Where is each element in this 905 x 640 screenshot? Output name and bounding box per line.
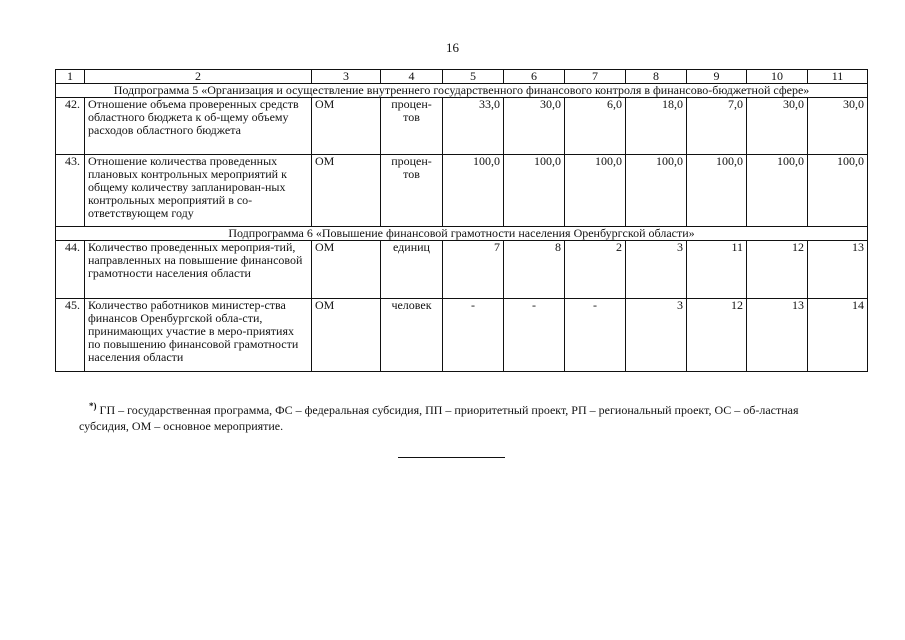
indicator-type: ОМ bbox=[312, 299, 381, 372]
value-cell: - bbox=[565, 299, 626, 372]
indicator-unit: процен-тов bbox=[381, 98, 443, 155]
value-cell: 6,0 bbox=[565, 98, 626, 155]
value-cell: 18,0 bbox=[626, 98, 687, 155]
value-cell: 13 bbox=[747, 299, 808, 372]
header-cell: 10 bbox=[747, 70, 808, 84]
footnote bbox=[79, 402, 849, 434]
value-cell: - bbox=[504, 299, 565, 372]
indicator-name: Отношение объема проверенных средств областного бюджета к об-щему объему расходов областного бюджета bbox=[85, 98, 312, 155]
table-row bbox=[56, 299, 868, 372]
value-cell: 100,0 bbox=[565, 155, 626, 227]
header-cell: 7 bbox=[565, 70, 626, 84]
indicator-unit: процен-тов bbox=[381, 155, 443, 227]
header-cell: 6 bbox=[504, 70, 565, 84]
header-cell: 8 bbox=[626, 70, 687, 84]
value-cell: 2 bbox=[565, 241, 626, 299]
value-cell: 30,0 bbox=[504, 98, 565, 155]
value-cell: 7,0 bbox=[687, 98, 747, 155]
indicator-type: ОМ bbox=[312, 98, 381, 155]
value-cell: 14 bbox=[808, 299, 868, 372]
value-cell: 7 bbox=[443, 241, 504, 299]
footnote-text: ГП – государственная программа, ФС – федеральная субсидия, ПП – приоритетный проект, РП – региональный проект, ОС – об-ластная субсидия, ОМ – основное мероприятие. bbox=[79, 403, 799, 433]
value-cell: 30,0 bbox=[747, 98, 808, 155]
indicator-name: Отношение количества проведенных плановых контрольных мероприятий к общему количеству запланирован-ных контрольных мероприятий в со-ответствующем году bbox=[85, 155, 312, 227]
row-number: 44. bbox=[56, 241, 85, 299]
header-cell: 2 bbox=[85, 70, 312, 84]
value-cell: 12 bbox=[747, 241, 808, 299]
header-cell: 1 bbox=[56, 70, 85, 84]
section-title-row bbox=[56, 227, 868, 241]
value-cell: 30,0 bbox=[808, 98, 868, 155]
value-cell: 100,0 bbox=[808, 155, 868, 227]
value-cell: 100,0 bbox=[626, 155, 687, 227]
row-number: 43. bbox=[56, 155, 85, 227]
page-number: 16 bbox=[446, 40, 459, 55]
indicator-name: Количество работников министер-ства финансов Оренбургской обла-сти, принимающих участие в меро-приятиях по повышению финансовой грамотности населения области bbox=[85, 299, 312, 372]
value-cell: 100,0 bbox=[443, 155, 504, 227]
table-row bbox=[56, 155, 868, 227]
value-cell: 100,0 bbox=[747, 155, 808, 227]
table-row bbox=[56, 241, 868, 299]
section-title: Подпрограмма 5 «Организация и осуществление внутреннего государственного финансового контроля в финансово-бюджетной сфере» bbox=[56, 84, 868, 98]
value-cell: 8 bbox=[504, 241, 565, 299]
header-cell: 5 bbox=[443, 70, 504, 84]
value-cell: 100,0 bbox=[504, 155, 565, 227]
header-cell: 4 bbox=[381, 70, 443, 84]
indicator-unit: единиц bbox=[381, 241, 443, 299]
end-divider bbox=[398, 457, 505, 458]
value-cell: 33,0 bbox=[443, 98, 504, 155]
header-cell: 3 bbox=[312, 70, 381, 84]
header-row bbox=[56, 70, 868, 84]
row-number: 45. bbox=[56, 299, 85, 372]
header-cell: 11 bbox=[808, 70, 868, 84]
header-cell: 9 bbox=[687, 70, 747, 84]
footnote-marker: *) bbox=[89, 401, 97, 411]
value-cell: 11 bbox=[687, 241, 747, 299]
row-number: 42. bbox=[56, 98, 85, 155]
value-cell: 3 bbox=[626, 241, 687, 299]
indicator-unit: человек bbox=[381, 299, 443, 372]
indicator-type: ОМ bbox=[312, 241, 381, 299]
indicator-name: Количество проведенных мероприя-тий, направленных на повышение финансовой грамотности населения области bbox=[85, 241, 312, 299]
section-title: Подпрограмма 6 «Повышение финансовой грамотности населения Оренбургской области» bbox=[56, 227, 868, 241]
section-title-row bbox=[56, 84, 868, 98]
value-cell: 3 bbox=[626, 299, 687, 372]
value-cell: - bbox=[443, 299, 504, 372]
value-cell: 13 bbox=[808, 241, 868, 299]
indicator-type: ОМ bbox=[312, 155, 381, 227]
value-cell: 100,0 bbox=[687, 155, 747, 227]
indicators-table bbox=[55, 69, 868, 372]
value-cell: 12 bbox=[687, 299, 747, 372]
table-row bbox=[56, 98, 868, 155]
